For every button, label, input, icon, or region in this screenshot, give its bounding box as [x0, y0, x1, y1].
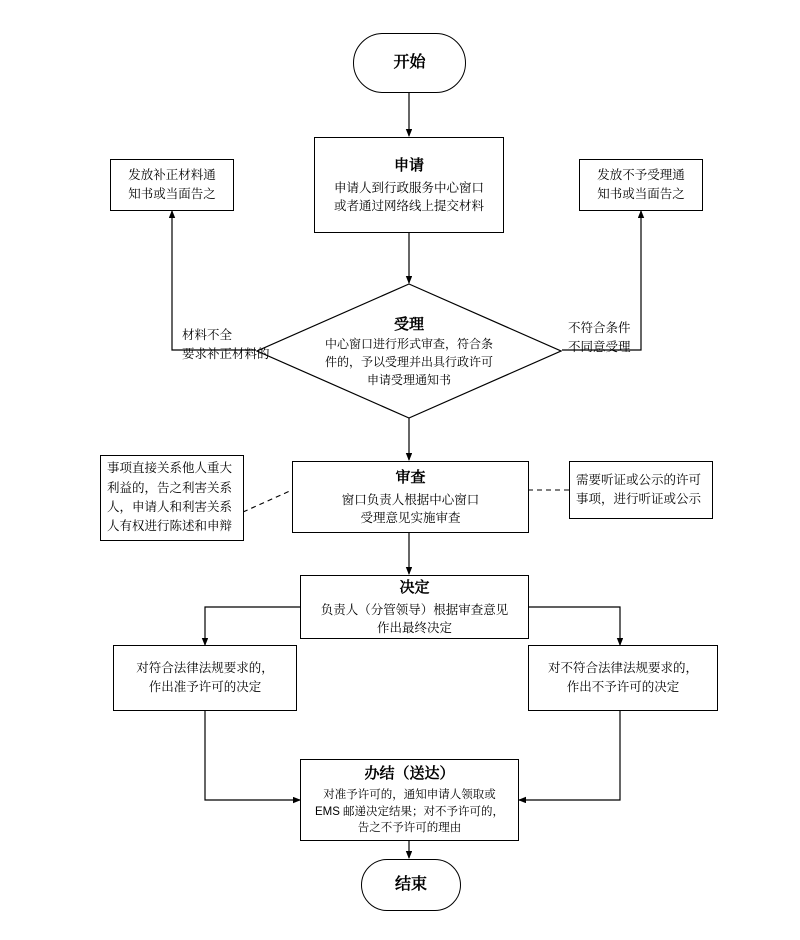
edge-label-incomplete: [182, 307, 292, 363]
node-deny-decision-text: 对不符合法律法规要求的， 作出不予许可的决定: [547, 660, 698, 694]
node-apply[interactable]: [314, 137, 504, 233]
node-decide-body: 负责人（分管领导）根据审查意见 作出最终决定: [320, 602, 509, 635]
node-finish-body: 对准予许可的，通知申请人领取或 EMS 邮递决定结果；对不予许可的， 告之不予许可的理由: [314, 788, 505, 835]
node-decide-title: 决定: [399, 579, 430, 596]
node-finish-title: 办结（送达）: [364, 765, 455, 783]
node-finish[interactable]: [300, 759, 519, 841]
edge-label-not-qualified-text: 不符合条件 不同意受理: [568, 320, 631, 354]
node-third-party-rights[interactable]: [100, 455, 244, 541]
edge-label-incomplete-text: 材料不全 要求补正材料的: [182, 327, 270, 361]
node-start[interactable]: [353, 33, 466, 93]
node-hearing-publicity[interactable]: [569, 461, 713, 519]
node-accept[interactable]: [256, 283, 562, 419]
node-third-party-rights-text: 事项直接关系他人重大 利益的，告之利害关系 人，申请人和利害关系 人有权进行陈述和申辩: [107, 461, 233, 534]
node-supplement-notice-text: 发放补正材料通 知书或当面告之: [128, 167, 216, 201]
edge-label-not-qualified: [568, 300, 678, 356]
node-review-title: 审查: [395, 469, 426, 486]
node-apply-title: 申请: [393, 157, 424, 174]
node-grant-decision[interactable]: [113, 645, 297, 711]
node-supplement-notice[interactable]: [110, 159, 234, 211]
node-end[interactable]: [361, 859, 461, 911]
node-review[interactable]: [292, 461, 529, 533]
node-reject-notice-text: 发放不予受理通 知书或当面告之: [597, 167, 685, 201]
node-grant-decision-text: 对符合法律法规要求的， 作出准予许可的决定: [136, 660, 274, 694]
node-decide[interactable]: [300, 575, 529, 639]
node-apply-body: 申请人到行政服务中心窗口 或者通过网络线上提交材料: [333, 180, 484, 213]
node-hearing-publicity-text: 需要听证或公示的许可 事项，进行听证或公示: [576, 472, 702, 506]
node-accept-title: 受理: [393, 316, 424, 333]
node-review-body: 窗口负责人根据中心窗口 受理意见实施审查: [341, 492, 480, 525]
node-end-label: 结束: [394, 876, 427, 894]
node-accept-body: 中心窗口进行形式审查，符合条 件的，予以受理并出具行政许可 申请受理通知书: [324, 337, 493, 387]
node-reject-notice[interactable]: [579, 159, 703, 211]
node-start-label: 开始: [393, 54, 426, 72]
node-deny-decision[interactable]: [528, 645, 718, 711]
